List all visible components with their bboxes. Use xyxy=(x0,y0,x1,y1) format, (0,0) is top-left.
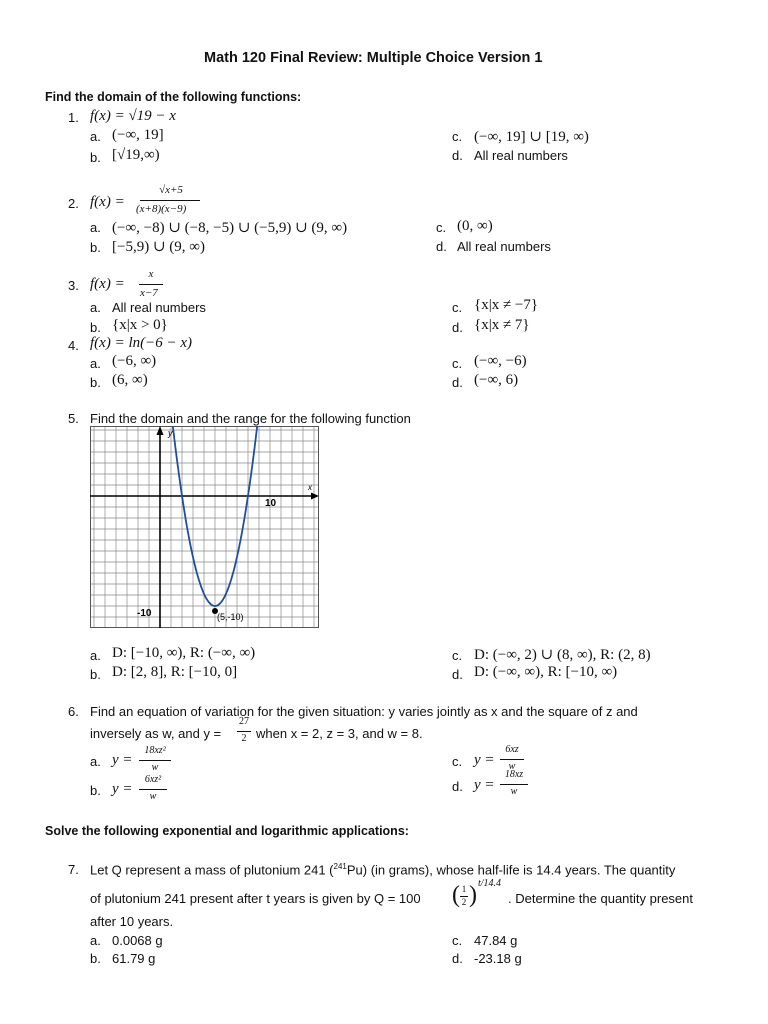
q3-choice-c: {x|x ≠ −7} xyxy=(474,297,539,313)
q2-choice-c-label: c. xyxy=(436,220,447,235)
q7-choice-c: 47.84 g xyxy=(474,933,518,948)
q2-choice-d: All real numbers xyxy=(457,239,551,254)
q3-choice-a-label: a. xyxy=(90,300,101,315)
q4-choice-b: (6, ∞) xyxy=(112,372,148,388)
q6-choice-d-denominator: w xyxy=(510,786,518,797)
q6-choice-b-fraction-bar xyxy=(139,789,167,790)
question-1-number: 1. xyxy=(68,110,79,125)
question-4-function: f(x) = ln(−6 − x) xyxy=(90,335,192,351)
q6-choice-a-label: a. xyxy=(90,754,101,769)
q2-choice-c: (0, ∞) xyxy=(457,218,493,234)
question-3-fraction-bar xyxy=(139,284,163,285)
q2-choice-b-label: b. xyxy=(90,240,101,255)
q7-choice-d-label: d. xyxy=(452,951,463,966)
q7-choice-a-label: a. xyxy=(90,933,101,948)
q4-choice-d: (−∞, 6) xyxy=(474,372,519,388)
q7-left-paren: ( xyxy=(452,882,460,908)
q1-choice-d-label: d. xyxy=(452,148,463,163)
q1-choice-a-label: a. xyxy=(90,129,101,144)
q6-choice-b-label: b. xyxy=(90,783,101,798)
question-2-number: 2. xyxy=(68,196,79,211)
q7-half-denominator: 2 xyxy=(461,897,467,907)
q1-choice-b-label: b. xyxy=(90,150,101,165)
q6-choice-a-lhs: y = xyxy=(112,752,133,768)
section-heading-domain: Find the domain of the following functions: xyxy=(45,90,302,104)
question-5-number: 5. xyxy=(68,411,79,426)
q1-choice-d: All real numbers xyxy=(474,148,568,163)
q6-choice-a-denominator: w xyxy=(151,762,159,773)
graph-border xyxy=(91,427,319,628)
section-heading-exp-log: Solve the following exponential and logarithmic applications: xyxy=(45,824,409,838)
q1-choice-b: [√19,∞) xyxy=(112,147,160,163)
q7-right-paren: ) xyxy=(469,882,477,908)
y-tick-label-neg10: -10 xyxy=(137,608,152,619)
q4-choice-a: (−6, ∞) xyxy=(112,353,157,369)
q5-choice-c: D: (−∞, 2) ∪ (8, ∞), R: (2, 8) xyxy=(474,647,651,663)
question-6-number: 6. xyxy=(68,704,79,719)
q5-choice-b-label: b. xyxy=(90,667,101,682)
question-7-line-2b: . Determine the quantity present xyxy=(508,891,693,906)
q7-choice-b-label: b. xyxy=(90,951,101,966)
q6-choice-b-lhs: y = xyxy=(112,781,133,797)
question-6-line-2a: inversely as w, and y = xyxy=(90,726,222,741)
isotope-superscript: 241 xyxy=(333,862,347,871)
question-6-fraction-numerator: 27 xyxy=(239,716,249,727)
question-6-fraction-bar xyxy=(237,731,251,732)
question-6-line-2b: when x = 2, z = 3, and w = 8. xyxy=(256,726,423,741)
q5-choice-b: D: [2, 8], R: [−10, 0] xyxy=(112,664,238,680)
question-2-function-numerator: √x+5 xyxy=(159,184,183,196)
q7-choice-b: 61.79 g xyxy=(112,951,156,966)
question-3-function-numerator: x xyxy=(148,268,154,280)
q3-choice-b-label: b. xyxy=(90,320,101,335)
q1-choice-c-label: c. xyxy=(452,129,463,144)
q6-choice-c-label: c. xyxy=(452,754,463,769)
q7-choice-a: 0.0068 g xyxy=(112,933,163,948)
q4-choice-c-label: c. xyxy=(452,356,463,371)
q6-choice-a-fraction-bar xyxy=(139,760,171,761)
q6-choice-c-numerator: 6xz xyxy=(505,744,519,755)
q3-choice-b: {x|x > 0} xyxy=(112,317,168,333)
question-1-function: f(x) = √19 − x xyxy=(90,108,176,124)
q2-choice-d-label: d. xyxy=(436,239,447,254)
x-axis-label: x xyxy=(308,483,312,492)
question-7-line-1a: Let Q represent a mass of plutonium 241 ( xyxy=(90,862,334,878)
q7-exponent: t/14.4 xyxy=(478,878,502,889)
question-3-function-lhs: f(x) = xyxy=(90,276,125,292)
q6-choice-b-numerator: 6xz² xyxy=(144,774,162,785)
q6-choice-c-denominator: w xyxy=(508,761,516,772)
q6-choice-d-label: d. xyxy=(452,779,463,794)
q2-choice-a: (−∞, −8) ∪ (−8, −5) ∪ (−5,9) ∪ (9, ∞) xyxy=(112,220,348,236)
q5-choice-a-label: a. xyxy=(90,648,101,663)
question-7-line-2a: of plutonium 241 present after t years is given by Q = 100 xyxy=(90,891,421,906)
q3-choice-c-label: c. xyxy=(452,300,463,315)
q6-choice-d-fraction-bar xyxy=(500,784,528,785)
question-7-line-1 xyxy=(90,862,675,877)
q6-choice-d-numerator: 18xz xyxy=(504,769,524,780)
q7-choice-d: -23.18 g xyxy=(474,951,522,966)
q2-choice-a-label: a. xyxy=(90,220,101,235)
q6-choice-d-lhs: y = xyxy=(474,777,495,793)
q4-choice-b-label: b. xyxy=(90,375,101,390)
q2-choice-b: [−5,9) ∪ (9, ∞) xyxy=(112,239,205,255)
question-4-number: 4. xyxy=(68,338,79,353)
q5-choice-c-label: c. xyxy=(452,648,463,663)
q3-choice-a: All real numbers xyxy=(112,300,206,315)
q4-choice-a-label: a. xyxy=(90,356,101,371)
y-axis-arrow-icon xyxy=(157,426,164,435)
y-axis-label: y xyxy=(168,428,173,438)
q3-choice-d: {x|x ≠ 7} xyxy=(474,317,530,333)
q6-choice-c-lhs: y = xyxy=(474,752,495,768)
question-6-line-1: Find an equation of variation for the given situation: y varies jointly as x and the square of z and xyxy=(90,704,638,719)
question-2-fraction-bar xyxy=(140,200,200,201)
q1-choice-a: (−∞, 19] xyxy=(112,127,164,143)
q3-choice-d-label: d. xyxy=(452,320,463,335)
vertex-label: (5,-10) xyxy=(217,612,244,622)
question-3-number: 3. xyxy=(68,278,79,293)
q6-choice-b-denominator: w xyxy=(149,791,157,802)
question-6-fraction-denominator: 2 xyxy=(241,733,247,744)
question-2-function-lhs: f(x) = xyxy=(90,194,125,210)
question-5-prompt: Find the domain and the range for the following function xyxy=(90,411,411,426)
q4-choice-d-label: d. xyxy=(452,375,463,390)
q5-choice-d-label: d. xyxy=(452,667,463,682)
q4-choice-c: (−∞, −6) xyxy=(474,353,527,369)
question-3-function-denominator: x−7 xyxy=(140,287,158,299)
q1-choice-c: (−∞, 19] ∪ [19, ∞) xyxy=(474,129,589,145)
page-title: Math 120 Final Review: Multiple Choice Version 1 xyxy=(204,50,543,66)
x-axis-arrow-icon xyxy=(311,493,319,500)
q7-choice-c-label: c. xyxy=(452,933,463,948)
question-7-line-3: after 10 years. xyxy=(90,914,174,929)
q7-half-numerator: 1 xyxy=(461,884,467,894)
q6-choice-c-fraction-bar xyxy=(500,759,524,760)
q6-choice-a-numerator: 18xz² xyxy=(144,745,166,756)
x-tick-label-10: 10 xyxy=(265,498,277,509)
question-7-number: 7. xyxy=(68,862,79,877)
question-7-line-1b: Pu) (in grams), whose half-life is 14.4 years. The quantity xyxy=(346,862,676,878)
q5-choice-a: D: [−10, ∞), R: (−∞, ∞) xyxy=(112,645,256,661)
q5-choice-d: D: (−∞, ∞), R: [−10, ∞) xyxy=(474,664,618,680)
graph-grid xyxy=(90,426,319,628)
question-2-function-denominator: (x+8)(x−9) xyxy=(136,203,187,215)
parabola-graph xyxy=(90,426,319,628)
